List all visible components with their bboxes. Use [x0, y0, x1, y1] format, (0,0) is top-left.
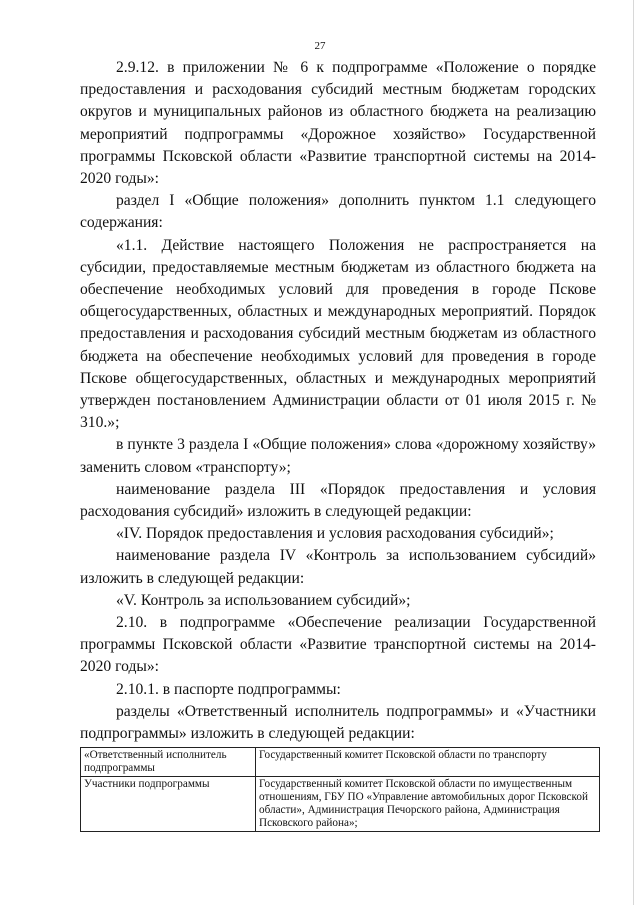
paragraph-section-5-new-title: «V. Контроль за использованием субсидий»;: [116, 591, 411, 609]
paragraph-2-9-12: 2.9.12. в приложении № 6 к подпрограмме «Положение о порядке предоставления и расходования субсидий местным бюджетам городских округов и муниципальных районов из областного бюджета на реализацию мероприятий подпрограммы «Дорожное хозяйство» Государственной программы Псковской области «Развитие транспортной системы на 2014-2020 годы»:: [80, 59, 596, 188]
table-row: [81, 748, 600, 777]
table-cell-value: Государственный комитет Псковской области по транспорту: [256, 748, 600, 777]
table-cell-label: «Ответственный исполнитель подпрограммы: [81, 748, 256, 777]
paragraph-section-3-title: наименование раздела III «Порядок предоставления и условия расходования субсидий» изложить в следующей редакции:: [80, 480, 596, 521]
paragraph-2-10-1: 2.10.1. в паспорте подпрограммы:: [116, 680, 341, 698]
table-cell-label: Участники подпрограммы: [81, 777, 256, 832]
scan-edge-line: [633, 0, 634, 905]
table-row: [81, 777, 600, 832]
paragraph-section-4-new-title: «IV. Порядок предоставления и условия расходования субсидий»;: [116, 525, 554, 543]
table-cell-value: Государственный комитет Псковской области по имущественным отношениям, ГБУ ПО «Управление автомобильных дорог Псковской области», Администрация Печорского района, Администрация Псковского района»;: [256, 777, 600, 832]
paragraph-section-1-addition: раздел I «Общие положения» дополнить пунктом 1.1 следующего содержания:: [80, 192, 596, 232]
page-number: 27: [314, 40, 326, 52]
paragraph-sections-edit: разделы «Ответственный исполнитель подпрограммы» и «Участники подпрограммы» изложить в следующей редакции:: [80, 702, 596, 743]
paragraph-point-3-change: в пункте 3 раздела I «Общие положения» слова «дорожному хозяйству» заменить словом «транспорту»;: [80, 436, 596, 476]
passport-table: [80, 747, 600, 832]
paragraph-2-10: 2.10. в подпрограмме «Обеспечение реализации Государственной программы Псковской области «Развитие транспортной системы на 2014-2020 годы»:: [80, 614, 596, 676]
paragraph-section-4-title: наименование раздела IV «Контроль за использованием субсидий» изложить в следующей редакции:: [80, 547, 596, 587]
document-body: [80, 57, 596, 832]
paragraph-point-1-1: «1.1. Действие настоящего Положения не распространяется на субсидии, предоставляемые местным бюджетам из областного бюджета на обеспечение необходимых условий для проведения в городе Пскове общегосударственных, областных и международных мероприятий. Порядок предоставления и расходования субсидий местным бюджетам из областного бюджета на обеспечение необходимых условий для проведения в городе Пскове общегосударственных, областных и международных мероприятий утвержден постановлением Администрации области от 01 июля 2015 г. № 310.»;: [80, 236, 596, 432]
